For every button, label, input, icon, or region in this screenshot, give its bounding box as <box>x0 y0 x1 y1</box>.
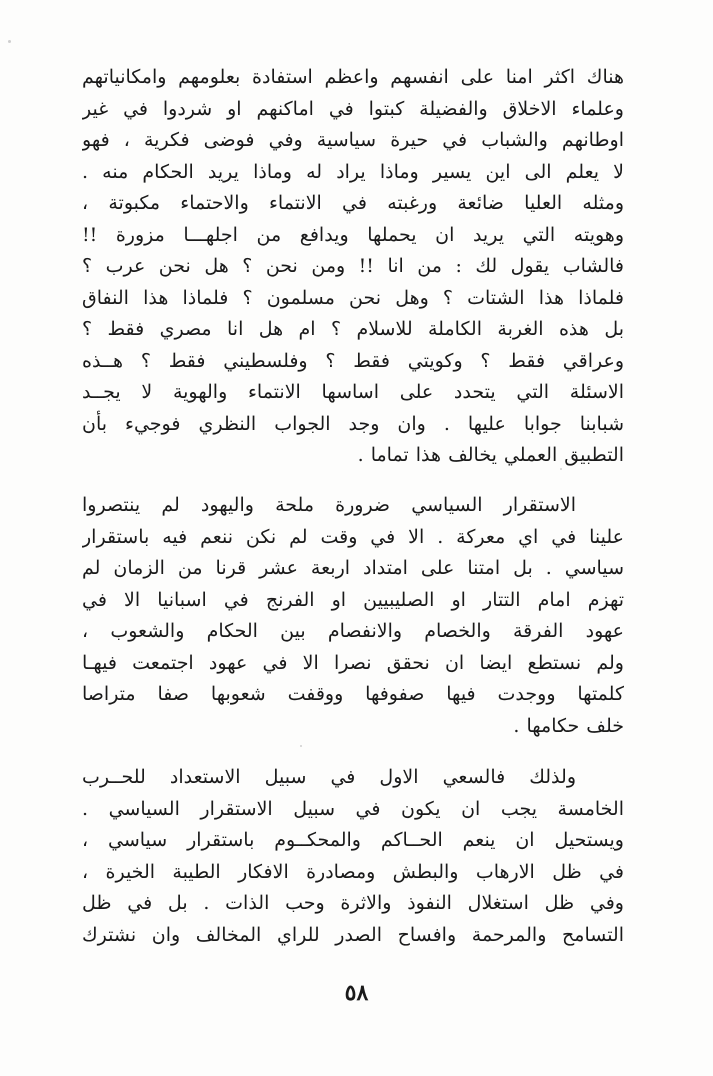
text-line: فالشاب يقول لك : من انا !! ومن نحن ؟ هل نحن عرب ؟ <box>82 255 624 277</box>
scan-speck <box>8 40 11 43</box>
text-line: وعراقي فقط ؟ وكويتي فقط ؟ وفلسطيني فقط ؟ هــذه <box>82 349 624 372</box>
text-line: فلماذا هذا الشتات ؟ وهل نحن مسلمون ؟ فلماذا هذا النفاق <box>82 286 624 309</box>
text-line: ويستحيل ان ينعم الحــاكم والمحكــوم باستقرار سياسي ، <box>82 829 624 851</box>
text-line: سياسي . بل امتنا على امتداد اربعة عشر قرنا من الزمان لم <box>82 557 624 579</box>
text-line: خلف حكامها . <box>513 714 624 737</box>
text-line: وفي ظل استغلال النفوذ والاثرة وحب الذات . بل في ظل <box>82 892 624 914</box>
text-line: بل هذه الغربة الكاملة للاسلام ؟ ام هل انا مصري فقط ؟ <box>82 318 624 340</box>
scan-speck <box>560 468 562 470</box>
paragraph-2 <box>82 490 624 742</box>
text-line: كلمتها ووجدت فيها صفوفها ووقفت شعوبها صفا متراصا <box>82 683 624 705</box>
text-line: لا يعلم الى اين يسير وماذا يراد له وماذا يريد الحكام منه . <box>82 160 624 183</box>
text-line: ومثله العليا ضائعة ورغبته في الانتماء والاحتماء مكبوتة ، <box>82 192 624 214</box>
text-line: التطبيق العملي يخالف هذا تماما . <box>357 444 624 466</box>
text-line: ولم نستطع ايضا ان نحقق نصرا الا في عهود اجتمعت فيهـا <box>82 651 624 674</box>
text-line: في ظل الارهاب والبطش ومصادرة الافكار الطيبة الخيرة ، <box>82 860 624 883</box>
text-line: تهزم امام التتار او الصليبيين او الفرنج في اسبانيا الا في <box>82 588 624 611</box>
text-line: وعلماء الاخلاق والفضيلة كبتوا في اماكنهم او شردوا في غير <box>82 97 624 120</box>
text-line: ولذلك فالسعي الاول في سبيل الاستعداد للحــرب <box>82 766 576 788</box>
text-line: شبابنا جوابا عليها . وان وجد الجواب النظري فوجيء بأن <box>82 412 624 435</box>
text-line: اوطانهم والشباب في حيرة سياسية وفي فوضى فكرية ، فهو <box>82 129 624 151</box>
text-line: عهود الفرقة والخصام والانفصام بين الحكام والشعوب ، <box>82 620 624 642</box>
text-line: هناك اكثر امنا على انفسهم واعظم استفادة بعلومهم وامكانياتهم <box>82 66 624 88</box>
scan-speck <box>300 745 302 747</box>
paragraph-1 <box>82 62 624 472</box>
text-line: التسامح والمرحمة وافساح الصدر للراي المخالف وان نشترك <box>82 923 624 946</box>
text-line: الاسئلة التي يتحدد على اساسها الانتماء والهوية لا يجــد <box>82 381 624 403</box>
text-line: وهويته التي يريد ان يحملها ويدافع من اجلهـــا مزورة !! <box>82 223 624 246</box>
text-line: الاستقرار السياسي ضرورة ملحة واليهود لم ينتصروا <box>82 494 576 516</box>
text-line: الخامسة يجب ان يكون في سبيل الاستقرار السياسي . <box>82 797 624 820</box>
page-number: ٥٨ <box>344 980 369 1006</box>
text-line: علينا في اي معركة . الا في وقت لم نكن ننعم فيه باستقرار <box>82 525 624 548</box>
paragraph-3 <box>82 762 624 951</box>
